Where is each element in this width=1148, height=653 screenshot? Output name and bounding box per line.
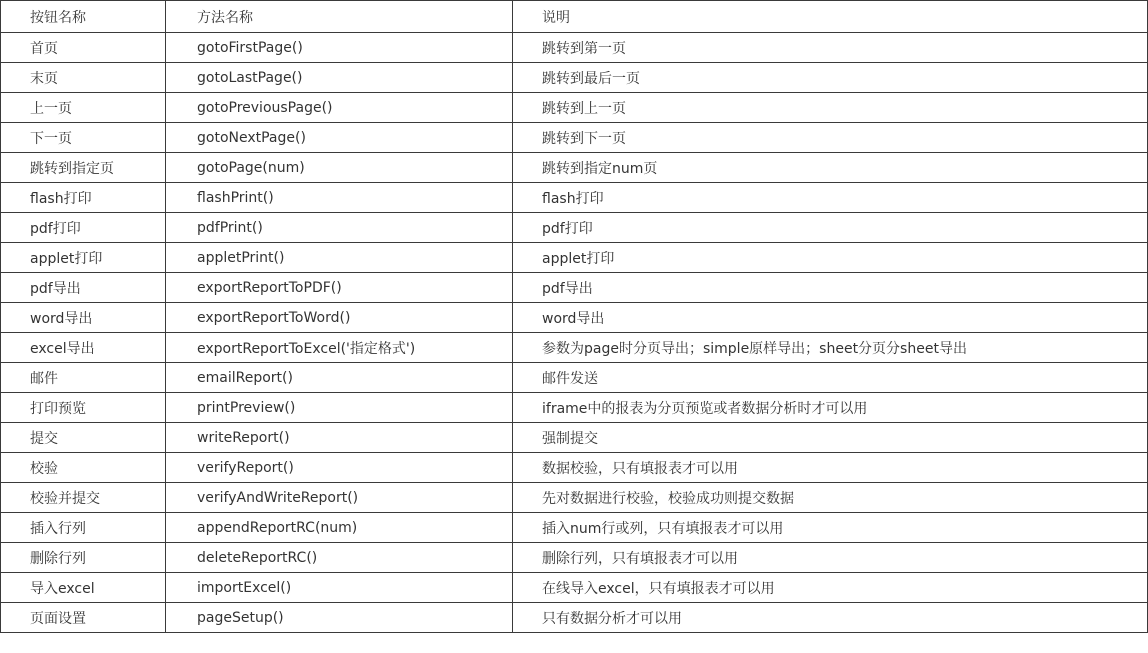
table-row [1, 273, 1148, 303]
cell-method-name: exportReportToPDF() [166, 273, 513, 303]
cell-method-name: gotoNextPage() [166, 123, 513, 153]
cell-description: 跳转到上一页 [513, 93, 1148, 123]
cell-method-name: pageSetup() [166, 603, 513, 633]
cell-button-name: 末页 [1, 63, 166, 93]
cell-method-name: printPreview() [166, 393, 513, 423]
cell-method-name: flashPrint() [166, 183, 513, 213]
cell-description: 邮件发送 [513, 363, 1148, 393]
cell-description: pdf打印 [513, 213, 1148, 243]
cell-button-name: 提交 [1, 423, 166, 453]
cell-button-name: 导入excel [1, 573, 166, 603]
cell-button-name: 下一页 [1, 123, 166, 153]
cell-method-name: appendReportRC(num) [166, 513, 513, 543]
cell-method-name: gotoLastPage() [166, 63, 513, 93]
cell-description: 只有数据分析才可以用 [513, 603, 1148, 633]
table-row [1, 513, 1148, 543]
cell-method-name: exportReportToExcel('指定格式') [166, 333, 513, 363]
cell-description: word导出 [513, 303, 1148, 333]
cell-description: applet打印 [513, 243, 1148, 273]
table-row [1, 303, 1148, 333]
cell-description: 先对数据进行校验，校验成功则提交数据 [513, 483, 1148, 513]
cell-button-name: excel导出 [1, 333, 166, 363]
table-body [1, 33, 1148, 633]
cell-method-name: gotoPreviousPage() [166, 93, 513, 123]
cell-method-name: exportReportToWord() [166, 303, 513, 333]
cell-description: 删除行列，只有填报表才可以用 [513, 543, 1148, 573]
header-row [1, 1, 1148, 33]
cell-method-name: writeReport() [166, 423, 513, 453]
cell-description: 在线导入excel，只有填报表才可以用 [513, 573, 1148, 603]
cell-description: iframe中的报表为分页预览或者数据分析时才可以用 [513, 393, 1148, 423]
table-row [1, 123, 1148, 153]
table-row [1, 153, 1148, 183]
cell-button-name: 上一页 [1, 93, 166, 123]
table-row [1, 333, 1148, 363]
header-description: 说明 [513, 1, 1148, 33]
cell-description: 跳转到第一页 [513, 33, 1148, 63]
cell-description: 参数为page时分页导出；simple原样导出；sheet分页分sheet导出 [513, 333, 1148, 363]
cell-method-name: appletPrint() [166, 243, 513, 273]
table-row [1, 483, 1148, 513]
cell-button-name: 邮件 [1, 363, 166, 393]
cell-description: 数据校验，只有填报表才可以用 [513, 453, 1148, 483]
cell-button-name: 删除行列 [1, 543, 166, 573]
table-row [1, 453, 1148, 483]
cell-description: 跳转到指定num页 [513, 153, 1148, 183]
cell-button-name: pdf打印 [1, 213, 166, 243]
cell-button-name: 首页 [1, 33, 166, 63]
table-row [1, 573, 1148, 603]
cell-button-name: 打印预览 [1, 393, 166, 423]
table-row [1, 243, 1148, 273]
cell-description: 强制提交 [513, 423, 1148, 453]
cell-button-name: 页面设置 [1, 603, 166, 633]
cell-button-name: flash打印 [1, 183, 166, 213]
cell-method-name: gotoFirstPage() [166, 33, 513, 63]
table-row [1, 213, 1148, 243]
cell-button-name: 校验 [1, 453, 166, 483]
cell-button-name: pdf导出 [1, 273, 166, 303]
table-row [1, 423, 1148, 453]
cell-description: 跳转到下一页 [513, 123, 1148, 153]
table-header [1, 1, 1148, 33]
cell-button-name: 校验并提交 [1, 483, 166, 513]
cell-description: flash打印 [513, 183, 1148, 213]
cell-method-name: deleteReportRC() [166, 543, 513, 573]
cell-method-name: pdfPrint() [166, 213, 513, 243]
table-row [1, 183, 1148, 213]
cell-button-name: word导出 [1, 303, 166, 333]
header-method-name: 方法名称 [166, 1, 513, 33]
cell-button-name: 跳转到指定页 [1, 153, 166, 183]
table-row [1, 393, 1148, 423]
cell-method-name: gotoPage(num) [166, 153, 513, 183]
cell-description: 插入num行或列，只有填报表才可以用 [513, 513, 1148, 543]
header-button-name: 按钮名称 [1, 1, 166, 33]
cell-method-name: emailReport() [166, 363, 513, 393]
table-row [1, 363, 1148, 393]
cell-method-name: verifyReport() [166, 453, 513, 483]
cell-method-name: importExcel() [166, 573, 513, 603]
cell-method-name: verifyAndWriteReport() [166, 483, 513, 513]
cell-button-name: applet打印 [1, 243, 166, 273]
table-row [1, 63, 1148, 93]
table-row [1, 543, 1148, 573]
cell-description: pdf导出 [513, 273, 1148, 303]
cell-description: 跳转到最后一页 [513, 63, 1148, 93]
table-row [1, 33, 1148, 63]
table-row [1, 93, 1148, 123]
cell-button-name: 插入行列 [1, 513, 166, 543]
table-row [1, 603, 1148, 633]
